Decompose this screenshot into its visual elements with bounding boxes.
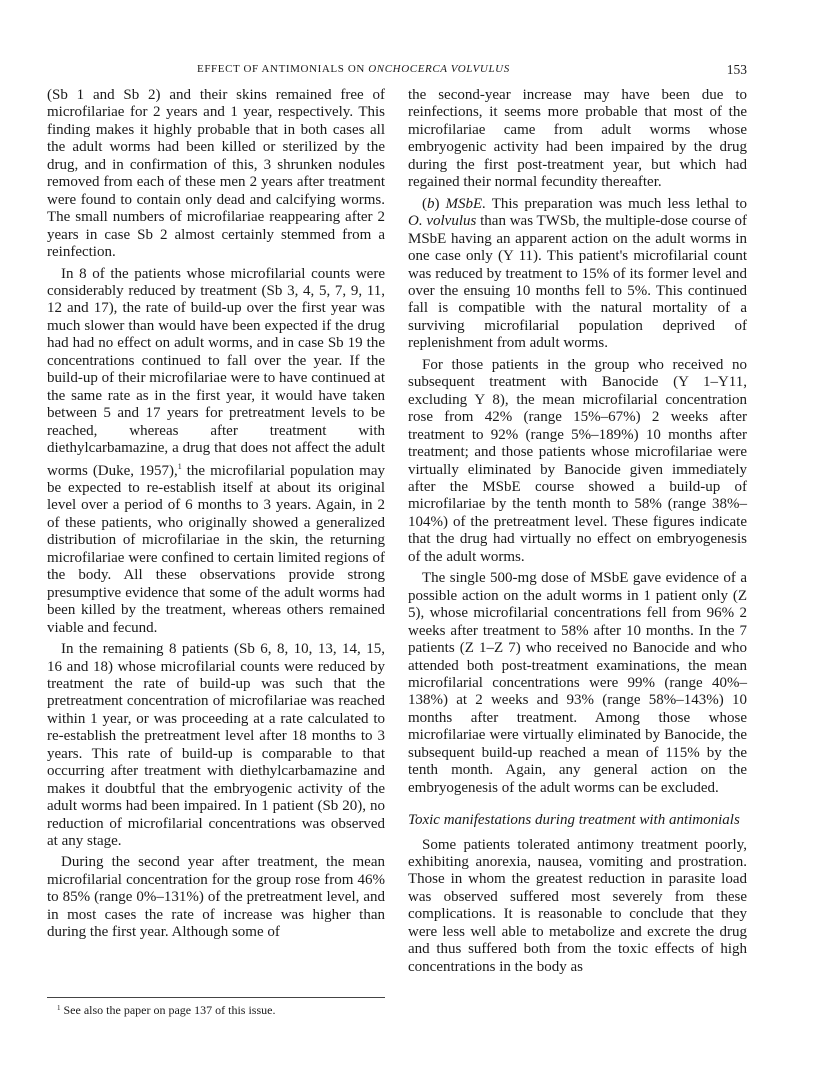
section-subheading: Toxic manifestations during treatment with antimonials [408,812,740,829]
running-head [47,63,747,79]
paragraph: Some patients tolerated antimony treatment poorly, exhibiting anorexia, nausea, vomiting and prostration. Those in whom the greatest reduction in parasite load was observed suffered most severely from these complications. It is reasonable to conclude that they were less well able to metabolize and excrete the drug and thus suffered both from the toxic effects of high concentrations in the body as [408,836,747,975]
running-title-species: ONCHOCERCA VOLVULUS [368,63,510,75]
paragraph-text: This preparation was much less lethal to [485,195,747,212]
species-name: O. volvulus [408,213,477,230]
paragraph: During the second year after treatment, the mean microfilarial concentration for the group rose from 46% to 85% (range 0%–131%) of the pretreatment level, and in most cases the rate of increase was higher than during the first year. Although some of [47,854,385,941]
paragraph-text: the microfilarial population may be expected to re-establish itself at about its original level over a period of 6 months to 3 years. Again, in 2 of these patients, who originally showed a generalized distribution of microfilariae in the skin, the returning microfilariae were confined to certain limited regions of the body. All these observations provide strong presumptive evidence that some of the adult worms had been killed by the treatment, whereas others remained viable and fecund. [47,462,385,636]
footnote-marker: 1 [57,1004,61,1012]
footnote [57,1003,275,1018]
paragraph: The single 500-mg dose of MSbE gave evidence of a possible action on the adult worms in 1 patient only (Z 5), whose microfilarial concentrations fell from 96% 2 weeks after treatment to 58% after 10 months. In the 7 patients (Z 1–Z 7) who received no Banocide and who attended both post-treatment examinations, the mean microfilarial concentrations were 99% (range 40%–138%) at 2 weeks and 93% (range 58%–143%) 10 months after treatment. Among those whose microfilariae were virtually eliminated by Banocide, the subsequent build-up reached a mean of 115% by the tenth month. Again, any general action on the embryogenesis of the adult worms can be excluded. [408,570,747,796]
paragraph [47,266,385,638]
paragraph: (b) MSbE. This preparation was much less lethal to O. volvulus than was TWSb, the multiple-dose course of MSbE having an apparent action on the adult worms in one case only (Y 11). This patient's microfilarial count was reduced by treatment to 15% of its former level and over the ensuing 10 months fell to 5%. This continued fall is compatible with the natural mortality of a surviving microfilarial population deprived of replenishment from adult worms. [408,195,747,352]
paragraph: (Sb 1 and Sb 2) and their skins remained free of microfilariae for 2 years and 1 year, respectively. This finding makes it highly probable that in both cases all the adult worms had been killed or sterilized by the drug, and in confirmation of this, 3 shrunken nodules removed from each of these men 2 years after treatment were found to contain only dead and calcifying worms. The small numbers of microfilariae reappearing after 2 years in case Sb 2 almost certainly stemmed from a reinfection. [47,87,385,261]
page-number: 153 [726,62,747,77]
running-title-prefix: EFFECT OF ANTIMONIALS ON [197,63,369,75]
section-label-b: b [427,195,435,212]
section-label-msbe: MSbE. [445,195,486,212]
paragraph-text: In 8 of the patients whose microfilarial counts were considerably reduced by treatment (Sb 3, 4, 5, 7, 9, 11, 12 and 17), the rate of build-up over the first year was much slower than would have been expected if the drug had had no effect on adult worms, and in case Sb 19 the concentrations continued to fall over the year. If the build-up of their microfilariae were to have continued at the same rate as in the first year, it would have taken between 5 and 17 years for pretreatment levels to be reached, whereas after treatment with diethylcarbamazine, a drug that does not affect the adult worms (Duke, 1957), [47,265,385,479]
footnote-reference[interactable]: 1 [177,461,182,471]
footnote-text: See also the paper on page 137 of this issue. [63,1003,276,1017]
paragraph: In the remaining 8 patients (Sb 6, 8, 10, 13, 14, 15, 16 and 18) whose microfilarial counts were reduced by treatment the rate of build-up was such that the pretreatment concentration of microfilariae was reached within 1 year, or was proceeding at a rate calculated to re-establish the pretreatment level after 18 months to 3 years. This rate of build-up is comparable to that occurring after treatment with diethylcarbamazine and makes it doubtful that the embryogenic activity of the adult worms had been impaired. In 1 patient (Sb 20), no reduction of microfilarial concentrations was observed at any stage. [47,641,385,850]
running-title [197,63,510,75]
left-column [47,87,385,942]
paragraph: the second-year increase may have been due to reinfections, it seems more probable that most of the microfilariae came from adult worms whose embryogenic activity had been impaired by the drug during the first post-treatment year, but which had regained their normal fecundity thereafter. [408,87,747,191]
paragraph-text: than was TWSb, the multiple-dose course of MSbE having an apparent action on the adult worms in one case only (Y 11). This patient's microfilarial count was reduced by treatment to 15% of its former level and over the ensuing 10 months fell to 5%. This continued fall is compatible with the natural mortality of a surviving microfilarial population deprived of replenishment from adult worms. [408,213,747,352]
footnote-divider [47,997,385,998]
right-column [408,87,747,976]
paragraph: For those patients in the group who received no subsequent treatment with Banocide (Y 1–Y11, excluding Y 8), the mean microfilarial concentration rose from 42% (range 15%–67%) 2 weeks after treatment to 92% (range 5%–189%) 10 months after treatment; and those patients whose microfilariae were virtually eliminated by Banocide given immediately after the MSbE course showed a build-up of microfilariae by the tenth month to 58% (range 38%–104%) of the pretreatment level. These figures indicate that the drug had virtually no effect on embryogenesis of the adult worms. [408,356,747,565]
